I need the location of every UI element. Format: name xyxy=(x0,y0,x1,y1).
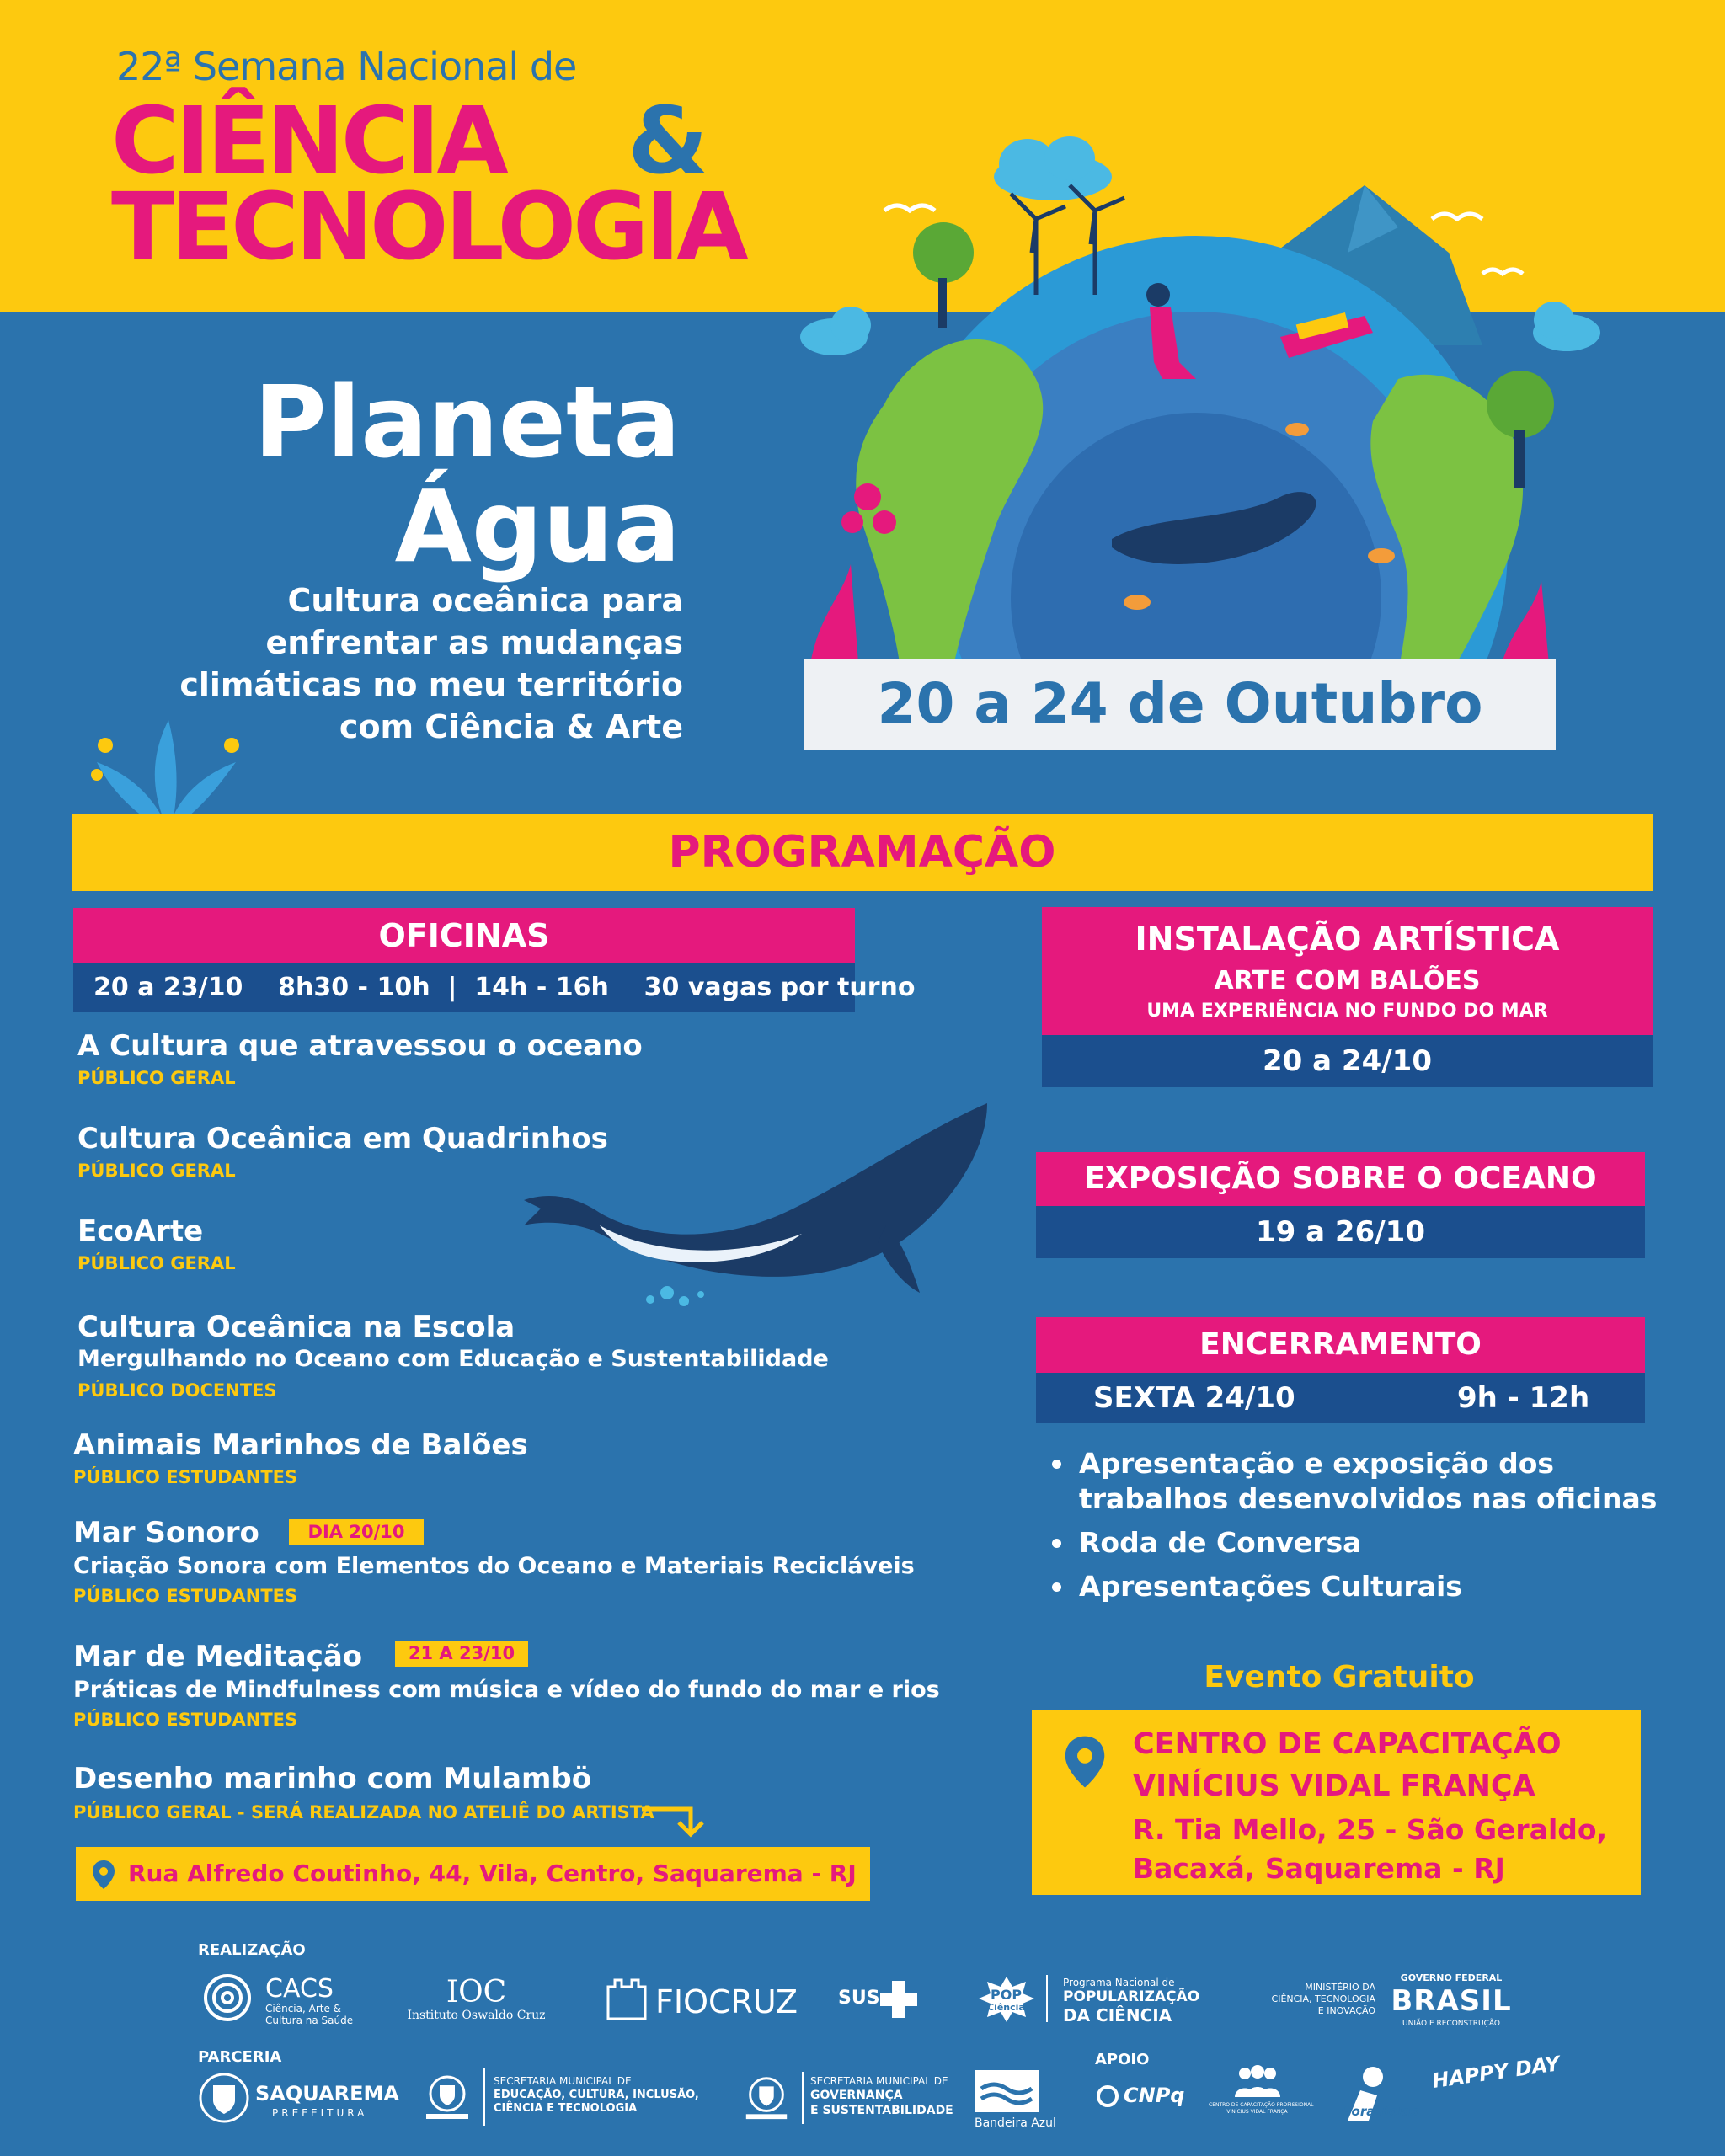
workshop-audience: PÚBLICO DOCENTES xyxy=(77,1380,277,1401)
title-ciencia: CIÊNCIA xyxy=(111,87,505,195)
schedule-separator: | xyxy=(447,973,457,1002)
workshop-audience: PÚBLICO ESTUDANTES xyxy=(73,1710,298,1730)
segov-line2: GOVERNANÇA xyxy=(810,2089,903,2102)
cacs-sub2: Cultura na Saúde xyxy=(265,2015,354,2026)
instalacao-subheading: ARTE COM BALÕES xyxy=(1214,966,1481,995)
realizacao-label: REALIZAÇÃO xyxy=(198,1941,306,1959)
free-event-label: Evento Gratuito xyxy=(1204,1660,1475,1694)
title-tecnologia: TECNOLOGIA xyxy=(111,173,745,280)
apoio-label: APOIO xyxy=(1095,2051,1150,2068)
workshop-title: Animais Marinhos de Balões xyxy=(73,1428,528,1462)
seduc-line3: CIÊNCIA E TECNOLOGIA xyxy=(494,2102,638,2115)
happy-day-name: HAPPY DAY xyxy=(1430,2052,1562,2094)
plus-cross-icon xyxy=(879,1979,919,2020)
workshop-item xyxy=(73,1762,654,1822)
workshop-description: Mergulhando no Oceano com Educação e Sustentabilidade xyxy=(77,1346,829,1372)
gov-line3: UNIÃO E RECONSTRUÇÃO xyxy=(1402,2020,1500,2028)
segov-line1: SECRETARIA MUNICIPAL DE xyxy=(810,2075,948,2087)
oficinas-schedule xyxy=(73,963,916,1012)
workshop-audience: PÚBLICO GERAL xyxy=(77,1253,236,1273)
title-ampersand: & xyxy=(628,87,708,195)
venue-name-line2: VINÍCIUS VIDAL FRANÇA xyxy=(1133,1769,1535,1803)
schedule-dates: 20 a 23/10 xyxy=(93,973,243,1002)
schedule-afternoon: 14h - 16h xyxy=(474,973,609,1002)
encerramento-heading: ENCERRAMENTO xyxy=(1036,1317,1645,1373)
blue-flag-icon xyxy=(973,2068,1040,2114)
encerramento-schedule xyxy=(1036,1373,1645,1423)
mcti-line2: CIÊNCIA, TECNOLOGIA xyxy=(1271,1993,1375,2004)
ioc-logo xyxy=(403,1975,550,2021)
list-item: Roda de Conversa xyxy=(1049,1525,1664,1561)
workshop-address: Rua Alfredo Coutinho, 44, Vila, Centro, Saquarema - RJ xyxy=(128,1860,857,1887)
subtitle-line: enfrentar as mudanças xyxy=(265,624,683,661)
seduc-line1: SECRETARIA MUNICIPAL DE xyxy=(494,2075,632,2087)
logo-divider xyxy=(483,2068,485,2126)
workshop-title: A Cultura que atravessou o oceano xyxy=(77,1029,643,1063)
exposicao-heading: EXPOSIÇÃO SOBRE O OCEANO xyxy=(1036,1152,1645,1206)
workshop-title: Cultura Oceânica em Quadrinhos xyxy=(77,1122,608,1155)
mcti-line3: E INOVAÇÃO xyxy=(1317,2005,1375,2016)
ioc-sub: Instituto Oswaldo Cruz xyxy=(407,2009,546,2022)
ioc-name: IOC xyxy=(446,1975,507,2009)
pnpc-line1: Programa Nacional de xyxy=(1063,1977,1175,1988)
workshop-audience: PÚBLICO ESTUDANTES xyxy=(73,1467,298,1487)
ccp-line1: CENTRO DE CAPACITAÇÃO PROFISSIONAL xyxy=(1209,2102,1314,2108)
location-pin-icon xyxy=(1062,1733,1108,1790)
coat-of-arms-icon xyxy=(198,2072,250,2124)
pop-sub: Ciência xyxy=(987,2002,1025,2013)
subtitle-line: climáticas no meu território xyxy=(179,666,683,703)
theme-title-line1: Planeta xyxy=(254,364,681,480)
governo-federal-logo xyxy=(1388,1972,1514,2030)
programacao-heading: PROGRAMAÇÃO xyxy=(72,814,1653,891)
whale-illustration xyxy=(515,1099,996,1310)
prefeitura-label: PREFEITURA xyxy=(272,2107,368,2119)
workshop-title: Mar Sonoro xyxy=(73,1516,259,1550)
workshop-description: Práticas de Mindfulness com música e vídeo do fundo do mar e rios xyxy=(73,1677,940,1703)
people-icon xyxy=(1228,2065,1287,2099)
workshop-date-badge: DIA 20/10 xyxy=(289,1519,424,1545)
schedule-vacancies: 30 vagas por turno xyxy=(644,973,916,1002)
instalacao-heading: INSTALAÇÃO ARTÍSTICA xyxy=(1135,921,1560,958)
list-item: Apresentações Culturais xyxy=(1049,1569,1664,1604)
edition-title: 22ª Semana Nacional de xyxy=(116,44,577,89)
workshop-item xyxy=(77,1029,643,1088)
saquarema-name: SAQUAREMA xyxy=(255,2082,399,2105)
cacs-emblem-icon xyxy=(198,1972,257,2023)
pnpc-line3: DA CIÊNCIA xyxy=(1063,2005,1172,2025)
gov-line1: GOVERNO FEDERAL xyxy=(1400,1972,1503,1983)
workshop-audience: PÚBLICO GERAL xyxy=(77,1161,236,1181)
encerramento-day: SEXTA 24/10 xyxy=(1093,1381,1295,1415)
venue-name xyxy=(1133,1723,1562,1807)
coat-of-arms-icon xyxy=(421,2070,473,2122)
subtitle-line: Cultura oceânica para xyxy=(287,582,683,619)
venue-address xyxy=(1133,1811,1607,1888)
theme-title-line2: Água xyxy=(394,467,681,584)
workshop-item xyxy=(77,1214,236,1273)
venue-box xyxy=(1032,1710,1641,1895)
mcti-line1: MINISTÉRIO DA xyxy=(1305,1982,1375,1993)
happy-day-logo xyxy=(1430,2052,1562,2094)
oficinas-heading: OFICINAS xyxy=(73,908,855,963)
sus-name: SUS xyxy=(838,1988,880,2009)
instalacao-heading-block xyxy=(1042,907,1653,1035)
venue-address-line1: R. Tia Mello, 25 - São Geraldo, xyxy=(1133,1813,1608,1846)
workshop-item xyxy=(73,1428,528,1487)
segov-line3: E SUSTENTABILIDADE xyxy=(810,2104,953,2117)
encerramento-list xyxy=(1049,1446,1664,1613)
event-date-box: 20 a 24 de Outubro xyxy=(804,659,1556,750)
subtitle-line: com Ciência & Arte xyxy=(339,708,683,745)
ccp-line2: VINÍCIUS VIDAL FRANÇA xyxy=(1226,2109,1288,2115)
arrow-down-right-icon xyxy=(640,1802,708,1839)
logo-divider xyxy=(1046,1975,1048,2022)
venue-name-line1: CENTRO DE CAPACITAÇÃO xyxy=(1133,1727,1562,1761)
cacs-sub1: Ciência, Arte & xyxy=(265,2003,342,2015)
schedule-morning: 8h30 - 10h xyxy=(278,973,430,1002)
workshop-date-badge: 21 A 23/10 xyxy=(395,1641,528,1667)
venue-address-line2: Bacaxá, Saquarema - RJ xyxy=(1133,1852,1505,1885)
workshop-title: Desenho marinho com Mulambö xyxy=(73,1762,592,1796)
pnpc-line2: POPULARIZAÇÃO xyxy=(1063,1988,1200,2005)
workshop-audience: PÚBLICO GERAL - SERÁ REALIZADA NO ATELIÊ DO ARTISTA xyxy=(73,1802,654,1822)
mcti-logo xyxy=(1253,1982,1375,2017)
workshop-address-box xyxy=(76,1847,870,1901)
workshop-description: Criação Sonora com Elementos do Oceano e Materiais Recicláveis xyxy=(73,1553,915,1579)
workshop-title: Cultura Oceânica na Escola xyxy=(77,1310,515,1344)
list-item: Apresentação e exposição dos trabalhos desenvolvidos nas oficinas xyxy=(1049,1446,1664,1517)
workshop-audience: PÚBLICO ESTUDANTES xyxy=(73,1586,298,1606)
globe-illustration xyxy=(758,126,1634,674)
workshop-audience: PÚBLICO GERAL xyxy=(77,1068,236,1088)
cnpq-swirl-icon xyxy=(1095,2084,1120,2109)
workshop-item xyxy=(73,1516,915,1606)
logo-divider xyxy=(802,2072,804,2124)
encerramento-time: 9h - 12h xyxy=(1457,1381,1590,1415)
instalacao-date: 20 a 24/10 xyxy=(1042,1035,1653,1087)
seduc-line2: EDUCAÇÃO, CULTURA, INCLUSÃO, xyxy=(494,2089,699,2101)
workshop-item xyxy=(77,1310,829,1401)
gov-line2: BRASIL xyxy=(1391,1984,1512,2018)
parceria-label: PARCERIA xyxy=(198,2048,282,2066)
location-pin-icon xyxy=(91,1859,116,1891)
bandeira-azul-name: Bandeira Azul xyxy=(975,2116,1056,2130)
coat-of-arms-icon xyxy=(741,2072,792,2122)
ccp-logo xyxy=(1209,2065,1314,2116)
hora-bolas-name: Hora Bolas xyxy=(1341,2104,1418,2119)
cacs-name: CACS xyxy=(265,1974,334,2004)
cnpq-name: CNPq xyxy=(1124,2084,1185,2107)
instalacao-tagline: UMA EXPERIÊNCIA NO FUNDO DO MAR xyxy=(1146,1001,1548,1022)
castle-icon xyxy=(605,1975,649,2020)
fiocruz-name: FIOCRUZ xyxy=(655,1983,798,2020)
pop-name: POP xyxy=(991,1987,1023,2003)
workshop-title: Mar de Meditação xyxy=(73,1640,363,1673)
exposicao-date: 19 a 26/10 xyxy=(1036,1206,1645,1258)
theme-title xyxy=(91,364,681,584)
workshop-title: EcoArte xyxy=(77,1214,204,1248)
